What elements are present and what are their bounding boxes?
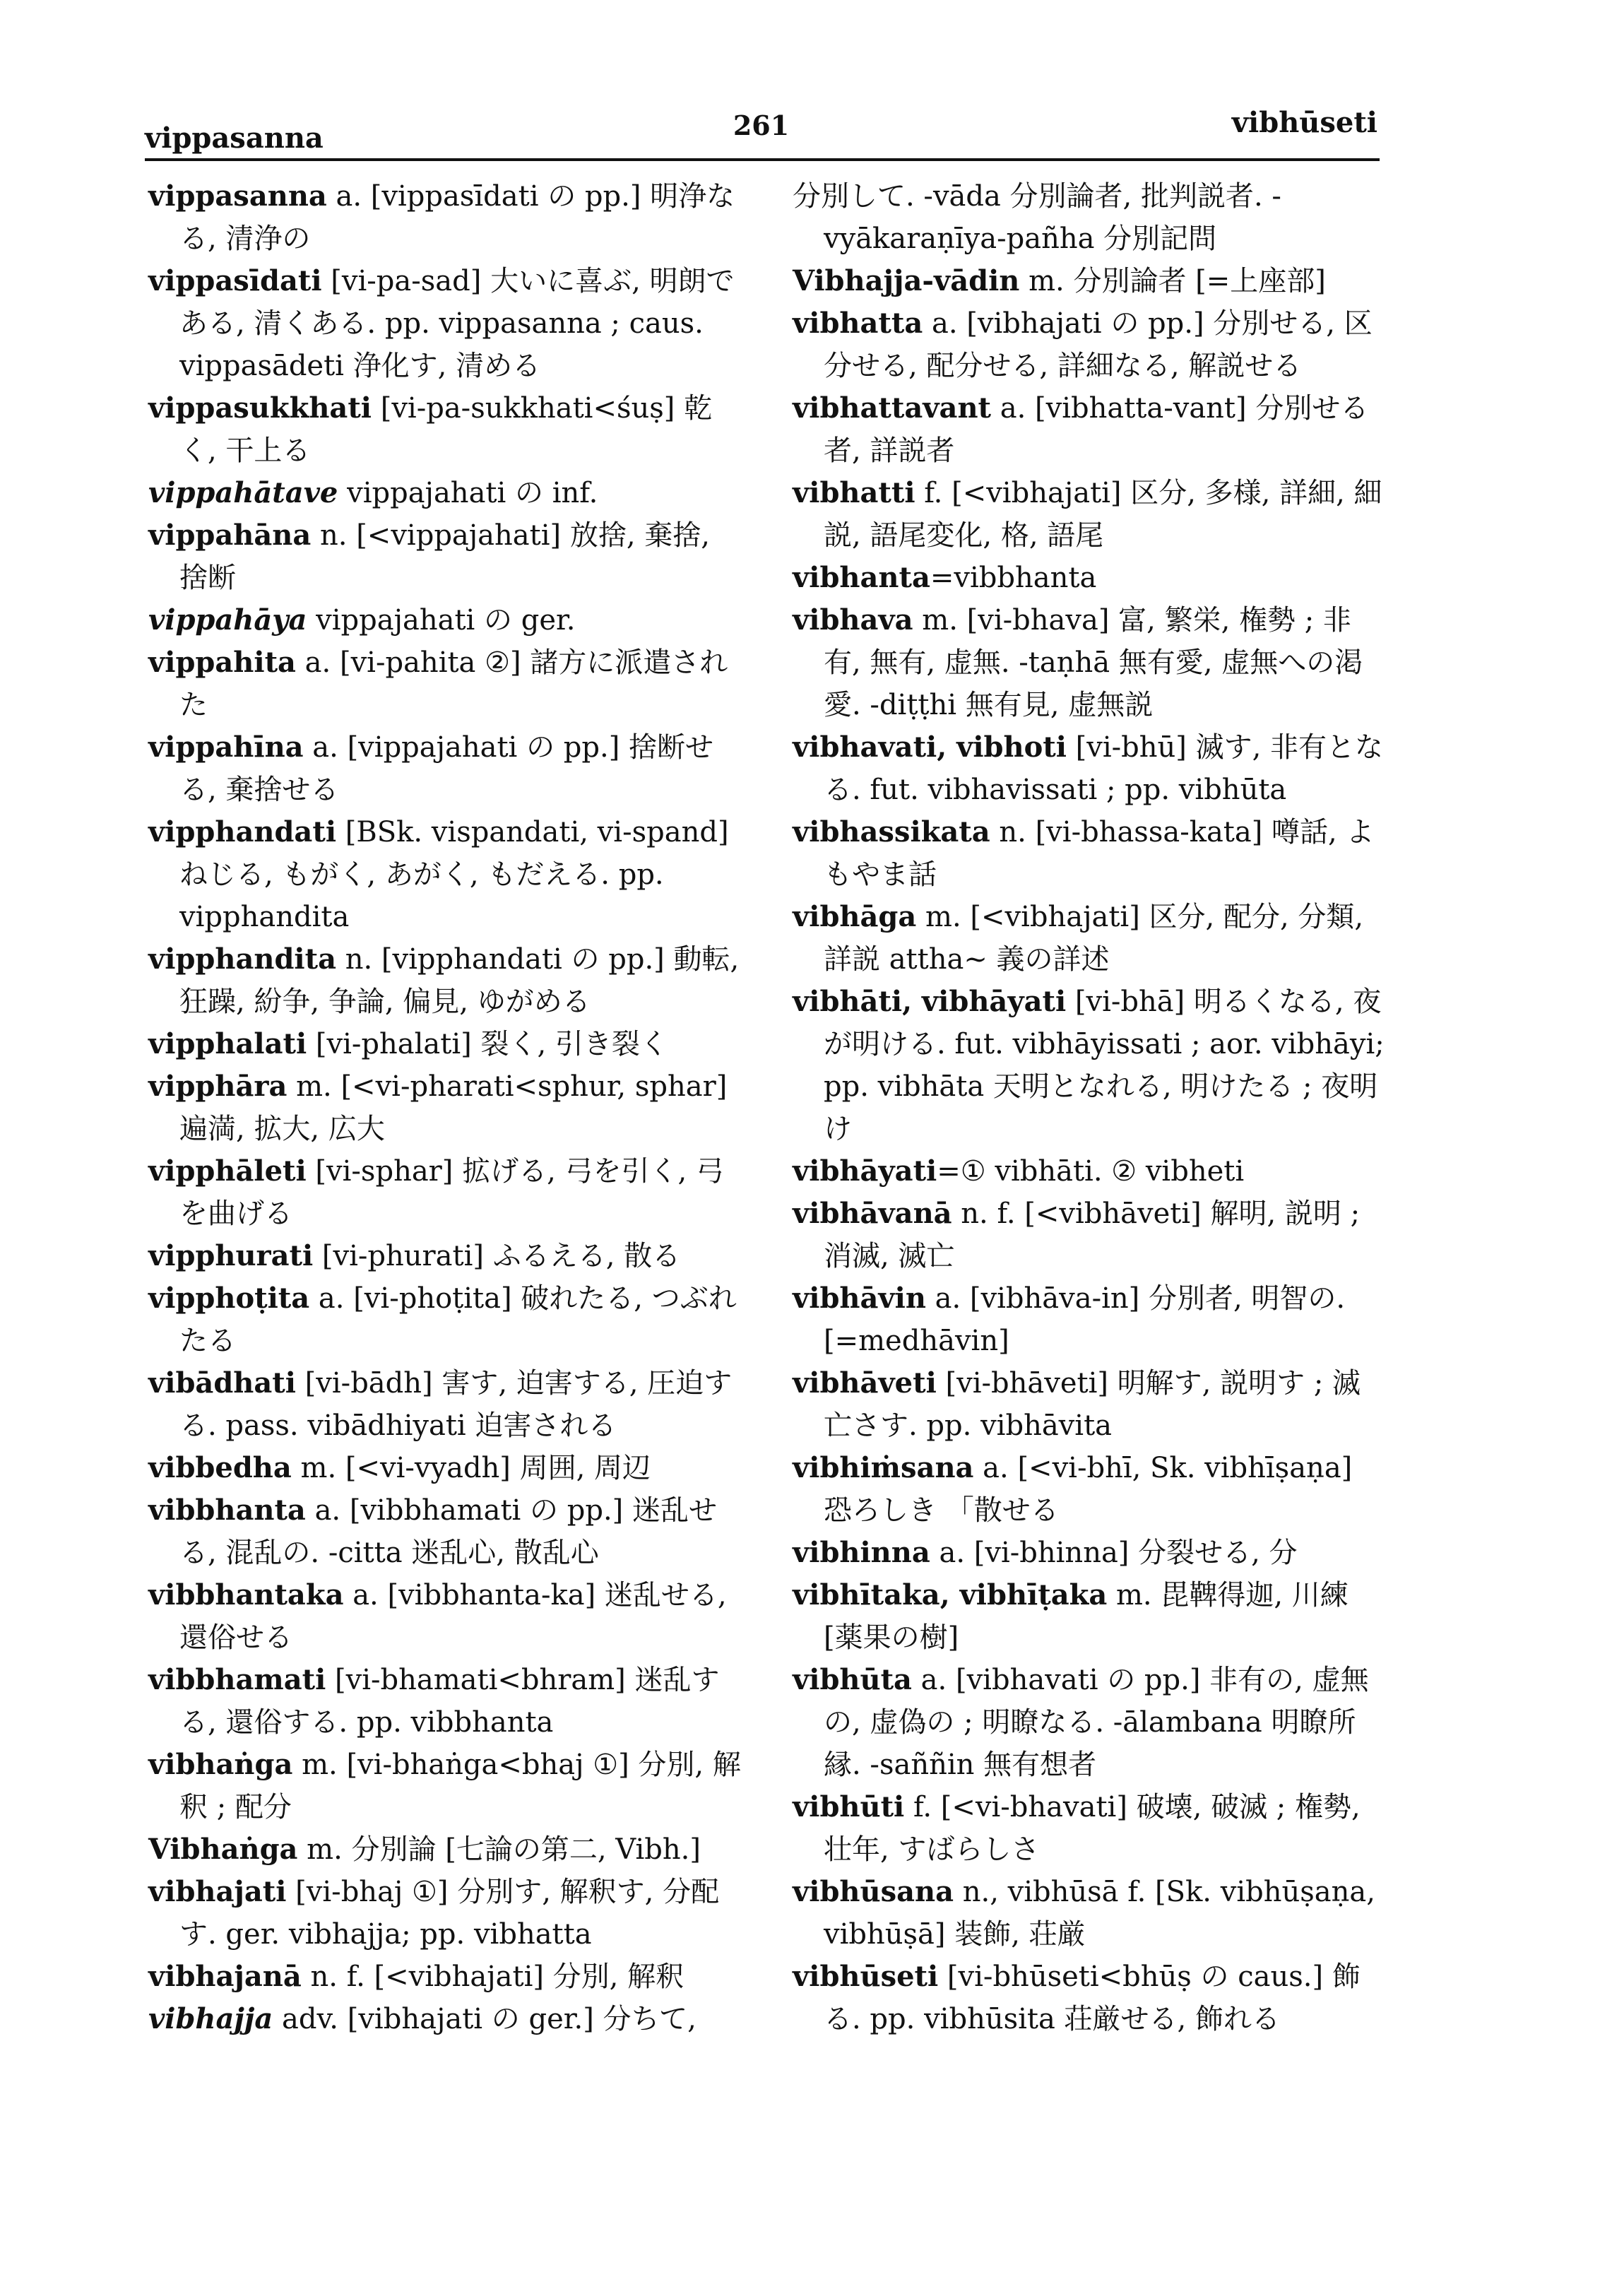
entry-definition: n. [vipphandati の pp.] 動転, 狂躁, 紛争, 争論, 偏見, ゆがめる: [179, 943, 740, 1018]
entry-headword: vibhavati, vibhoti: [793, 731, 1067, 764]
dictionary-entry: [148, 387, 742, 472]
entry-definition: [vi-bhamati<bhram] 迷乱する, 還俗する. pp. vibbhanta: [179, 1664, 720, 1739]
entry-headword: vibhajanā: [148, 1960, 302, 1993]
entry-definition: a. [vi-pahita ②] 諸方に派遣された: [179, 646, 728, 721]
entry-headword: vibhūta: [793, 1663, 912, 1696]
entry-definition: [vi-phurati] ふるえる, 散る: [313, 1240, 681, 1272]
entry-headword: vibhāvanā: [793, 1197, 952, 1230]
entry-definition: n. [vi-bhassa-kata] 噂話, よもやま話: [824, 816, 1375, 891]
dictionary-entry: [148, 514, 742, 599]
entry-headword: vippahāya: [148, 603, 307, 637]
entry-headword: vippahātave: [148, 476, 338, 509]
entry-headword: vibhāga: [793, 900, 917, 933]
entry-headword: vibhaṅga: [148, 1748, 293, 1781]
entry-definition: n. f. [<vibhāveti] 解明, 説明 ; 消滅, 滅亡: [824, 1198, 1361, 1272]
entry-definition: [vi-bhaj ①] 分別す, 解釈す, 分配す. ger. vibhajja; pp. vibhatta: [179, 1876, 720, 1951]
dictionary-entry: [793, 1193, 1386, 1277]
dictionary-entry: [148, 1998, 742, 2040]
entry-headword: vibhatta: [793, 307, 923, 340]
entry-definition: n. [<vippajahati] 放捨, 棄捨, 捨断: [179, 519, 710, 594]
entry-definition: m. [vi-bhaṅga<bhaj ①] 分別, 解釈 ; 配分: [179, 1749, 741, 1823]
dictionary-entry: [793, 1659, 1386, 1786]
dictionary-entry: [148, 642, 742, 726]
entry-headword: vibbedha: [148, 1451, 292, 1484]
dictionary-entry: [148, 1744, 742, 1828]
dictionary-entry: [148, 1659, 742, 1744]
entry-definition: [vi-bhūseti<bhūṣ の caus.] 飾る. pp. vibhūsita 荘厳せる, 飾れる: [824, 1961, 1361, 2035]
entry-definition: [BSk. vispandati, vi-spand] ねじる, もがく, あがく, もだえる. pp. vipphandita: [179, 816, 729, 933]
entry-headword: vipphalati: [148, 1027, 307, 1060]
dictionary-entry: [148, 1574, 742, 1659]
dictionary-entry: [793, 1956, 1386, 2040]
entry-headword: vipphoṭita: [148, 1282, 310, 1315]
entry-headword: vipphurati: [148, 1239, 314, 1272]
dictionary-entry: [148, 260, 742, 387]
entry-headword: vibhūti: [793, 1790, 905, 1823]
dictionary-entry: [148, 1871, 742, 1956]
running-head-left: vippasanna: [145, 122, 324, 155]
entry-headword: vibhāyati: [793, 1154, 937, 1188]
entry-headword: vipphandita: [148, 942, 337, 976]
dictionary-entry: [793, 1871, 1386, 1956]
dictionary-entry: [793, 896, 1386, 981]
entry-definition: a. [vibhavati の pp.] 非有の, 虚無の, 虚偽の ; 明瞭なる. -ālambana 明瞭所縁. -saññin 無有想者: [824, 1664, 1369, 1781]
dictionary-entry: [148, 1362, 742, 1447]
dictionary-entry: [148, 599, 742, 642]
dictionary-entry: [793, 1532, 1386, 1574]
entry-definition: m. [<vi-vyadh] 周囲, 周辺: [291, 1452, 651, 1484]
entry-headword: Vibhaṅga: [148, 1833, 298, 1866]
entry-definition: m. 分別論者 [=上座部]: [1019, 265, 1326, 297]
entry-definition: [vi-pa-sukkhati<śuṣ] 乾く, 干上る: [179, 392, 713, 467]
entry-headword: vipphandati: [148, 815, 337, 849]
entry-definition: vippajahati の ger.: [307, 604, 576, 637]
entry-definition: n. f. [<vibhajati] 分別, 解釈: [301, 1961, 684, 1993]
entry-definition: a. [vibhāva-in] 分別者, 明智の. [=medhāvin]: [824, 1282, 1346, 1357]
entry-definition: f. [<vibhajati] 区分, 多様, 詳細, 細説, 語尾変化, 格, 語尾: [824, 477, 1382, 552]
entry-headword: vibbhanta: [148, 1494, 306, 1527]
entry-definition: [vi-bhū] 滅す, 非有となる. fut. vibhavissati ; pp. vibhūta: [824, 731, 1384, 806]
entry-definition: [vi-bādh] 害す, 迫害する, 圧迫する. pass. vibādhiyati 迫害される: [179, 1367, 733, 1442]
entry-headword: vibhassikata: [793, 815, 990, 849]
entry-definition: =vibbhanta: [930, 562, 1097, 594]
entry-definition: n., vibhūsā f. [Sk. vibhūṣaṇa, vibhūṣā] 装飾, 荘厳: [824, 1876, 1375, 1951]
entry-headword: vibādhati: [148, 1366, 296, 1400]
entry-definition: [vi-bhāveti] 明解す, 説明す ; 滅亡さす. pp. vibhāvita: [824, 1367, 1361, 1442]
entry-definition: m. [<vibhajati] 区分, 配分, 分類, 詳説 attha~ 義の詳述: [824, 901, 1364, 976]
entry-definition: [vi-bhā] 明るくなる, 夜が明ける. fut. vibhāyissati ; aor. vibhāyi; pp. vibhāta 天明となれる, 明けたる ; 夜明け: [824, 986, 1385, 1145]
entry-headword: vibhinna: [793, 1536, 930, 1569]
running-head-right: vibhūseti: [1231, 106, 1377, 139]
entry-headword: vibhatti: [793, 476, 915, 509]
left-column: [148, 175, 742, 2040]
entry-definition: m. 分別論 [七論の第二, Vibh.]: [297, 1833, 701, 1866]
entry-headword: vippasanna: [148, 179, 327, 213]
dictionary-entry: [148, 1828, 742, 1871]
dictionary-entry: [148, 472, 742, 514]
entry-definition: [vi-sphar] 拡げる, 弓を引く, 弓を曲げる: [179, 1155, 724, 1230]
entry-headword: vippahāna: [148, 519, 312, 552]
entry-headword: vibhajati: [148, 1875, 287, 1908]
dictionary-entry: [793, 387, 1386, 472]
entry-headword: vibhāti, vibhāyati: [793, 985, 1067, 1018]
dictionary-entry: [148, 1023, 742, 1065]
page-number: 261: [733, 110, 790, 141]
entry-headword: vibhanta: [793, 561, 930, 594]
entry-headword: vippasīdati: [148, 264, 322, 297]
entry-headword: vibhūsana: [793, 1875, 954, 1908]
entry-headword: vibhiṁsana: [793, 1451, 974, 1484]
entry-definition: a. [vi-bhinna] 分裂せる, 分: [930, 1537, 1298, 1569]
entry-headword: vibhāvin: [793, 1282, 926, 1315]
entry-headword: vippasukkhati: [148, 391, 372, 425]
entry-headword: vibbhantaka: [148, 1578, 344, 1612]
dictionary-entry: [793, 1574, 1386, 1659]
entry-headword: vibhūseti: [793, 1960, 939, 1993]
dictionary-entry: [793, 599, 1386, 726]
entry-definition: a. [vippajahati の pp.] 捨断せる, 棄捨せる: [179, 731, 714, 806]
dictionary-entry: [793, 1447, 1386, 1532]
entry-definition: adv. [vibhajati の ger.] 分ちて,: [273, 2003, 697, 2035]
entry-headword: vibhava: [793, 603, 913, 637]
dictionary-entry: [148, 726, 742, 811]
dictionary-entry: [793, 175, 1386, 260]
dictionary-entry: [793, 1362, 1386, 1447]
entry-definition: a. [vi-phoṭita] 破れたる, つぶれたる: [179, 1282, 737, 1357]
entry-definition: m. [<vi-pharati<sphur, sphar] 遍満, 拡大, 広大: [179, 1070, 728, 1145]
entry-definition: a. [vibhajati の pp.] 分別せる, 区分せる, 配分せる, 詳細なる, 解説せる: [824, 307, 1373, 382]
entry-definition: =① vibhāti. ② vibheti: [937, 1155, 1245, 1188]
entry-definition: m. 毘鞞得迦, 川練[薬果の樹]: [824, 1579, 1349, 1654]
dictionary-entry: [793, 1277, 1386, 1362]
dictionary-entry: [793, 557, 1386, 599]
entry-headword: vibbhamati: [148, 1663, 326, 1696]
entry-definition: [vi-phalati] 裂く, 引き裂く: [307, 1028, 668, 1060]
dictionary-entry: [793, 981, 1386, 1150]
entry-definition: vippajahati の inf.: [338, 477, 598, 509]
dictionary-entry: [148, 1235, 742, 1277]
right-column: [793, 175, 1386, 2040]
dictionary-entry: [148, 1065, 742, 1150]
dictionary-entry: [793, 260, 1386, 302]
dictionary-entry: [793, 811, 1386, 896]
dictionary-entry: [793, 1150, 1386, 1193]
dictionary-entry: [148, 1277, 742, 1362]
entry-definition: a. [vibbhanta-ka] 迷乱せる, 還俗せる: [179, 1579, 727, 1654]
entry-headword: vippahīna: [148, 731, 304, 764]
entry-headword: vibhajja: [148, 2002, 273, 2035]
running-head: [145, 106, 1377, 159]
entry-definition: a. [vibbhamati の pp.] 迷乱せる, 混乱の. -citta 迷乱心, 散乱心: [179, 1494, 717, 1569]
entry-headword: vibhāveti: [793, 1366, 937, 1400]
dictionary-entry: [793, 1786, 1386, 1871]
entry-headword: vipphāra: [148, 1070, 288, 1103]
dictionary-entry: [148, 1956, 742, 1998]
dictionary-entry: [148, 811, 742, 938]
entry-headword: vipphāleti: [148, 1154, 307, 1188]
entry-headword: vippahita: [148, 646, 296, 679]
dictionary-entry: [793, 726, 1386, 811]
entry-definition: a. [<vi-bhī, Sk. vibhīṣaṇa] 恐ろしき 「散せる: [824, 1452, 1353, 1527]
dictionary-entry: [148, 1150, 742, 1235]
header-rule: [145, 158, 1380, 161]
entry-headword: Vibhajja-vādin: [793, 264, 1020, 297]
entry-definition: a. [vippasīdati の pp.] 明浄なる, 清浄の: [179, 180, 735, 255]
entry-definition: m. [vi-bhava] 富, 繁栄, 権勢 ; 非有, 無有, 虚無. -taṇhā 無有愛, 虚無への渇愛. -diṭṭhi 無有見, 虚無説: [824, 604, 1363, 721]
entry-definition: [vi-pa-sad] 大いに喜ぶ, 明朗である, 清くある. pp. vippasanna ; caus. vippasādeti 浄化す, 清める: [179, 265, 735, 382]
dictionary-entry: [148, 175, 742, 260]
dictionary-entry: [793, 302, 1386, 387]
entry-definition: f. [<vi-bhavati] 破壊, 破滅 ; 権勢, 壮年, すばらしさ: [824, 1791, 1361, 1866]
dictionary-entry: [148, 938, 742, 1023]
dictionary-entry: [148, 1489, 742, 1574]
entry-definition: 分別して. -vāda 分別論者, 批判説者. -vyākaraṇīya-pañha 分別記問: [793, 180, 1281, 255]
dictionary-entry: [793, 472, 1386, 557]
entry-definition: a. [vibhatta-vant] 分別せる者, 詳説者: [824, 392, 1369, 467]
entry-headword: vibhattavant: [793, 391, 991, 425]
dictionary-entry: [148, 1447, 742, 1489]
entry-headword: vibhītaka, vibhīṭaka: [793, 1578, 1108, 1612]
